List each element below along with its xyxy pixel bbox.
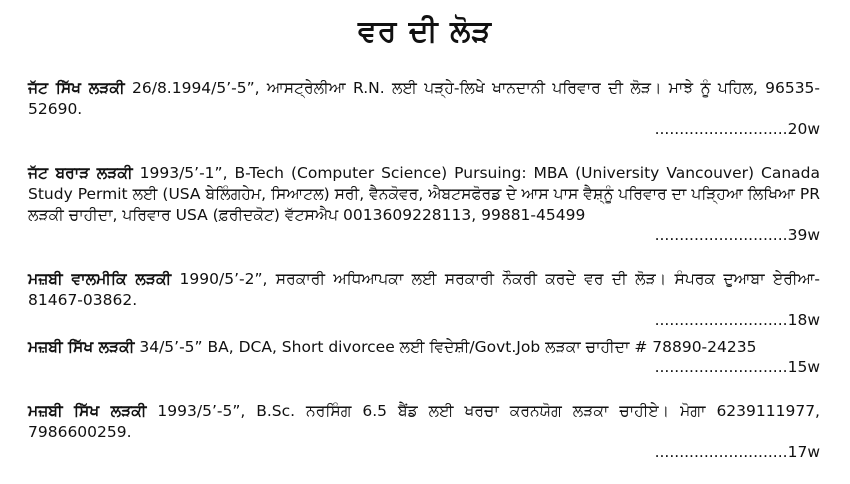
classified-ad — [28, 401, 820, 463]
classified-ad — [28, 163, 820, 246]
ad-code: ...........................17w — [654, 443, 820, 461]
ad-body: 1990/5’-2”, ਸਰਕਾਰੀ ਅਧਿਆਪਕਾ ਲਈ ਸਰਕਾਰੀ ਨੌਕਰੀ ਕਰਦੇ ਵਰ ਦੀ ਲੋੜ। ਸੰਪਰਕ ਦੁਆਬਾ ਏਰੀਆ- 81467-03862. — [28, 270, 821, 309]
classified-ad — [28, 269, 820, 331]
ad-body: 1993/5’-1”, B-Tech (Computer Science) Pursuing: MBA (University Vancouver) Canada Study Permit ਲਈ (USA ਬੇਲਿੰਗਹੇਮ, ਸਿਆਟਲ) ਸਰੀ, ਵੈਨਕੋਵਰ, ਐਬਟਸਫੋਰਡ ਦੇ ਆਸ ਪਾਸ ਵੈਸ਼੍ਨੂੰ ਪਰਿਵਾਰ ਦਾ ਪੜ੍ਹਿਆ ਲਿਖਿਆ PR ਲੜਕੀ ਚਾਹੀਦਾ, ਪਰਿਵਾਰ USA (ਫ਼ਰੀਦਕੋਟ) ਵੱਟਸਐਪ 0013609228113, 99881-45499 — [28, 164, 820, 224]
page-title: ਵਰ ਦੀ ਲੋੜ — [357, 14, 493, 49]
ad-heading: ਮਜ਼ਬੀ ਵਾਲਮੀਕਿ ਲੜਕੀ — [28, 270, 172, 288]
ad-code: ...........................15w — [654, 358, 820, 376]
ad-body: 1993/5’-5”, B.Sc. ਨਰਸਿੰਗ 6.5 ਬੈਂਡ ਲਈ ਖਰਚਾ ਕਰਨਯੋਗ ਲੜਕਾ ਚਾਹੀਏ। ਮੋਗਾ 6239111977, 7986600259. — [28, 402, 820, 441]
ad-heading: ਮਜ਼ਬੀ ਸਿੱਖ ਲੜਕੀ — [28, 402, 147, 420]
ad-heading: ਜੱਟ ਬਰਾੜ ਲੜਕੀ — [28, 164, 133, 182]
ad-code: ...........................20w — [654, 120, 820, 138]
ad-body: 26/8.1994/5’-5”, ਆਸਟ੍ਰੇਲੀਆ R.N. ਲਈ ਪੜ੍ਹੇ-ਲਿਖੇ ਖਾਨਦਾਨੀ ਪਰਿਵਾਰ ਦੀ ਲੋੜ। ਮਾਝੇ ਨੂੰ ਪਹਿਲ, 96535-52690. — [28, 79, 821, 118]
ad-body: 34/5’-5” BA, DCA, Short divorcee ਲਈ ਵਿਦੇਸ਼ੀ/Govt.Job ਲੜਕਾ ਚਾਹੀਦਾ # 78890-24235 — [134, 338, 757, 356]
ad-code: ...........................39w — [654, 226, 820, 244]
ad-heading: ਜੱਟ ਸਿੱਖ ਲੜਕੀ — [28, 79, 125, 97]
classified-ad — [28, 337, 820, 378]
ad-heading: ਮਜ਼ਬੀ ਸਿੱਖ ਲੜਕੀ — [28, 338, 135, 356]
classified-ad — [28, 78, 820, 140]
ad-code: ...........................18w — [654, 311, 820, 329]
